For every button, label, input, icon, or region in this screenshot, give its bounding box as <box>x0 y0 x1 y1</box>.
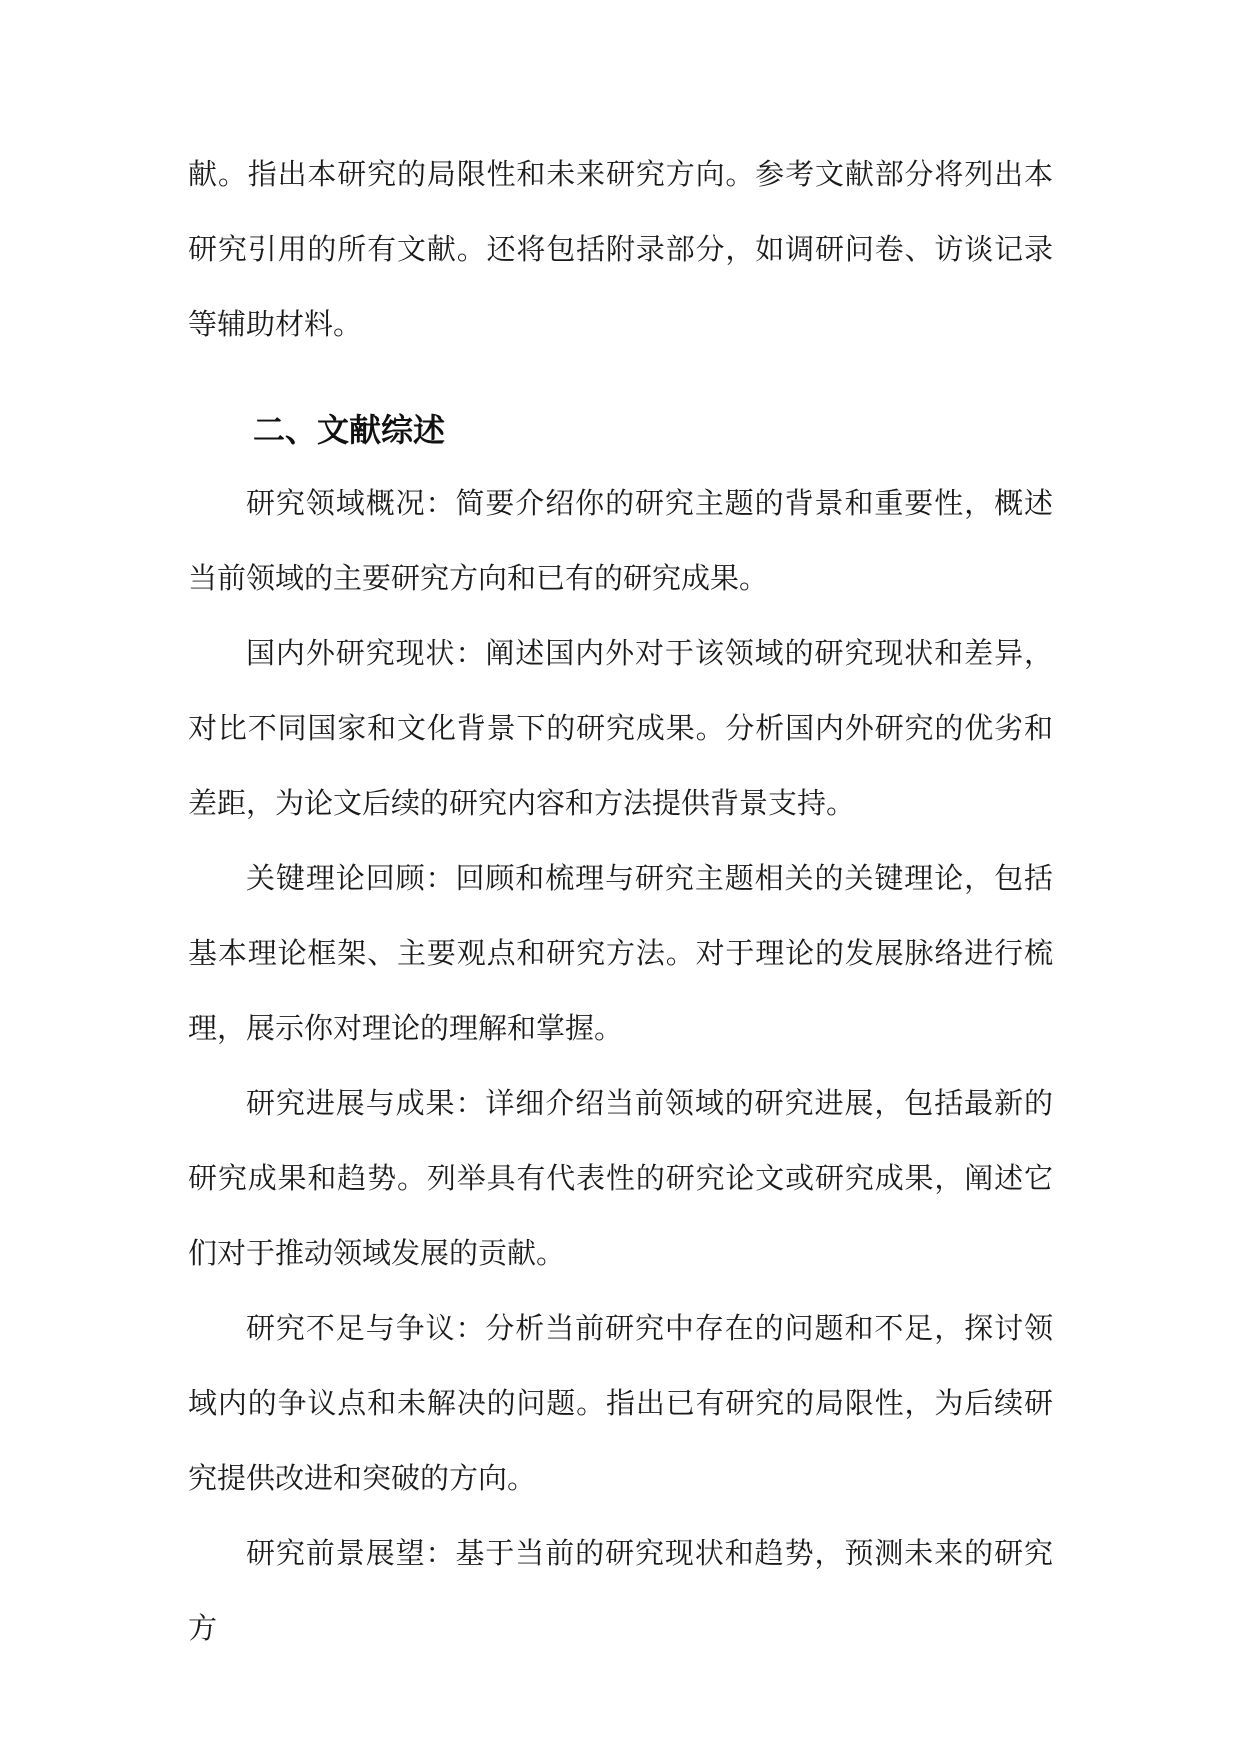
section-heading: 二、文献综述 <box>253 411 446 449</box>
continuation-paragraph: 献。指出本研究的局限性和未来研究方向。参考文献部分将列出本研究引用的所有文献。还将包括附录部分，如调研问卷、访谈记录等辅助材料。 <box>188 157 1053 341</box>
paragraph-research-overview: 研究领域概况：简要介绍你的研究主题的背景和重要性，概述当前领域的主要研究方向和已有的研究成果。 <box>188 486 1053 595</box>
paragraph-domestic-foreign-status: 国内外研究现状：阐述国内外对于该领域的研究现状和差异，对比不同国家和文化背景下的研究成果。分析国内外研究的优劣和差距，为论文后续的研究内容和方法提供背景支持。 <box>188 636 1053 820</box>
paragraph-shortcomings-controversy: 研究不足与争议：分析当前研究中存在的问题和不足，探讨领域内的争议点和未解决的问题。指出已有研究的局限性，为后续研究提供改进和突破的方向。 <box>188 1311 1053 1495</box>
paragraph-research-outlook: 研究前景展望：基于当前的研究现状和趋势，预测未来的研究方 <box>188 1536 1053 1645</box>
paragraph-research-progress: 研究进展与成果：详细介绍当前领域的研究进展，包括最新的研究成果和趋势。列举具有代表性的研究论文或研究成果，阐述它们对于推动领域发展的贡献。 <box>188 1086 1053 1270</box>
paragraph-key-theory-review: 关键理论回顾：回顾和梳理与研究主题相关的关键理论，包括基本理论框架、主要观点和研究方法。对于理论的发展脉络进行梳理，展示你对理论的理解和掌握。 <box>188 861 1053 1045</box>
